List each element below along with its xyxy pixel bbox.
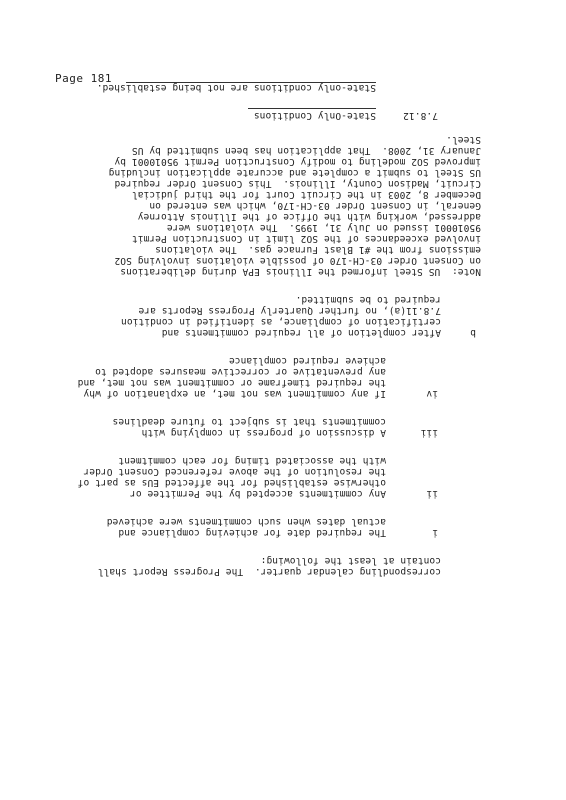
note-line-1: Note: US Steel informed the Illinois EPA during deliberations bbox=[120, 266, 481, 277]
item-i-line-1: The required date for achieving compliance and bbox=[118, 527, 386, 538]
item-iii-marker: iii bbox=[420, 427, 438, 438]
item-ii-line-3: the resolution of the above referenced Consent Order bbox=[83, 466, 386, 477]
item-iv-marker: iv bbox=[426, 388, 438, 399]
item-iv-line-3: any preventative or corrective measures adopted to bbox=[95, 366, 386, 377]
section-text: State-only conditions are not being established. bbox=[96, 82, 376, 93]
note-line-7: General, in Consent Order 03-CH-170, which was entered on bbox=[149, 200, 481, 211]
section-text-rule bbox=[126, 82, 376, 83]
item-b-marker: b bbox=[470, 327, 476, 338]
item-iv-line-4: achieve required compliance bbox=[228, 355, 386, 366]
note-line-5: 95010001 issued on July 31, 1995. The violations were bbox=[166, 222, 481, 233]
item-ii-marker: ii bbox=[426, 488, 438, 499]
section-title-underline bbox=[248, 108, 376, 109]
note-line-8: December 8, 2003 in the Circuit Court for the third judicial bbox=[131, 189, 481, 200]
item-ii-line-1: Any commitments accepted by the Permittee or bbox=[129, 488, 386, 499]
item-iv-line-1: If any commitment was not met, an explanation of why bbox=[83, 388, 386, 399]
item-iv-line-2: the required timeframe or commitment was not met, and bbox=[77, 377, 386, 388]
note-line-13: Steel. bbox=[446, 134, 481, 145]
note-line-3: emissions from the #1 Blast Furnace gas. The violations bbox=[155, 244, 481, 255]
intro-line-2: contain at least the following: bbox=[260, 555, 441, 566]
item-ii-line-2: otherwise established for the affected EUs as part of bbox=[77, 477, 386, 488]
note-line-4: involved exceedances of the SO2 limit in Construction Permit bbox=[131, 233, 481, 244]
page-label: Page 181 bbox=[55, 72, 112, 85]
item-i-line-2: actual dates when such commitments were achieved bbox=[106, 516, 386, 527]
note-line-12: January 31, 2008. That application has been submitted by US bbox=[131, 145, 481, 156]
note-line-10: US Steel to submit a complete and accurate application including bbox=[108, 167, 481, 178]
intro-line-1: correspondling calendar quarter. The Progress Report shall bbox=[97, 566, 441, 577]
item-b-line-2: certification of compliance, as identified in condition bbox=[120, 316, 441, 327]
item-iii-line-2: commitments that is subject to future deadlines bbox=[112, 416, 386, 427]
note-line-11: improved SO2 modeling to modify Construction Permit 95010001 by bbox=[114, 156, 481, 167]
note-line-2: on Consent Order 03-CH-170 of possible violations involving SO2 bbox=[114, 255, 481, 266]
note-line-9: Circuit, Madison County, Illinois. This Consent Order required bbox=[114, 178, 481, 189]
section-number: 7.8.12 bbox=[403, 110, 438, 121]
item-ii-line-4: with the associated timing for each commitment bbox=[118, 455, 386, 466]
note-line-6: addressed, working with the Office of the Illinois Attorney bbox=[137, 211, 481, 222]
item-b-line-4: required to be submitted. bbox=[295, 294, 441, 305]
item-i-marker: i bbox=[432, 527, 438, 538]
item-b-line-1: After completion of all required commitments and bbox=[161, 327, 441, 338]
item-b-line-3: 7.8.11(a), no further Quarterly Progress Reports are bbox=[138, 305, 441, 316]
section-title: State-Only Conditions bbox=[253, 110, 376, 121]
item-iii-line-1: A discussion of progress in complying with bbox=[141, 427, 386, 438]
